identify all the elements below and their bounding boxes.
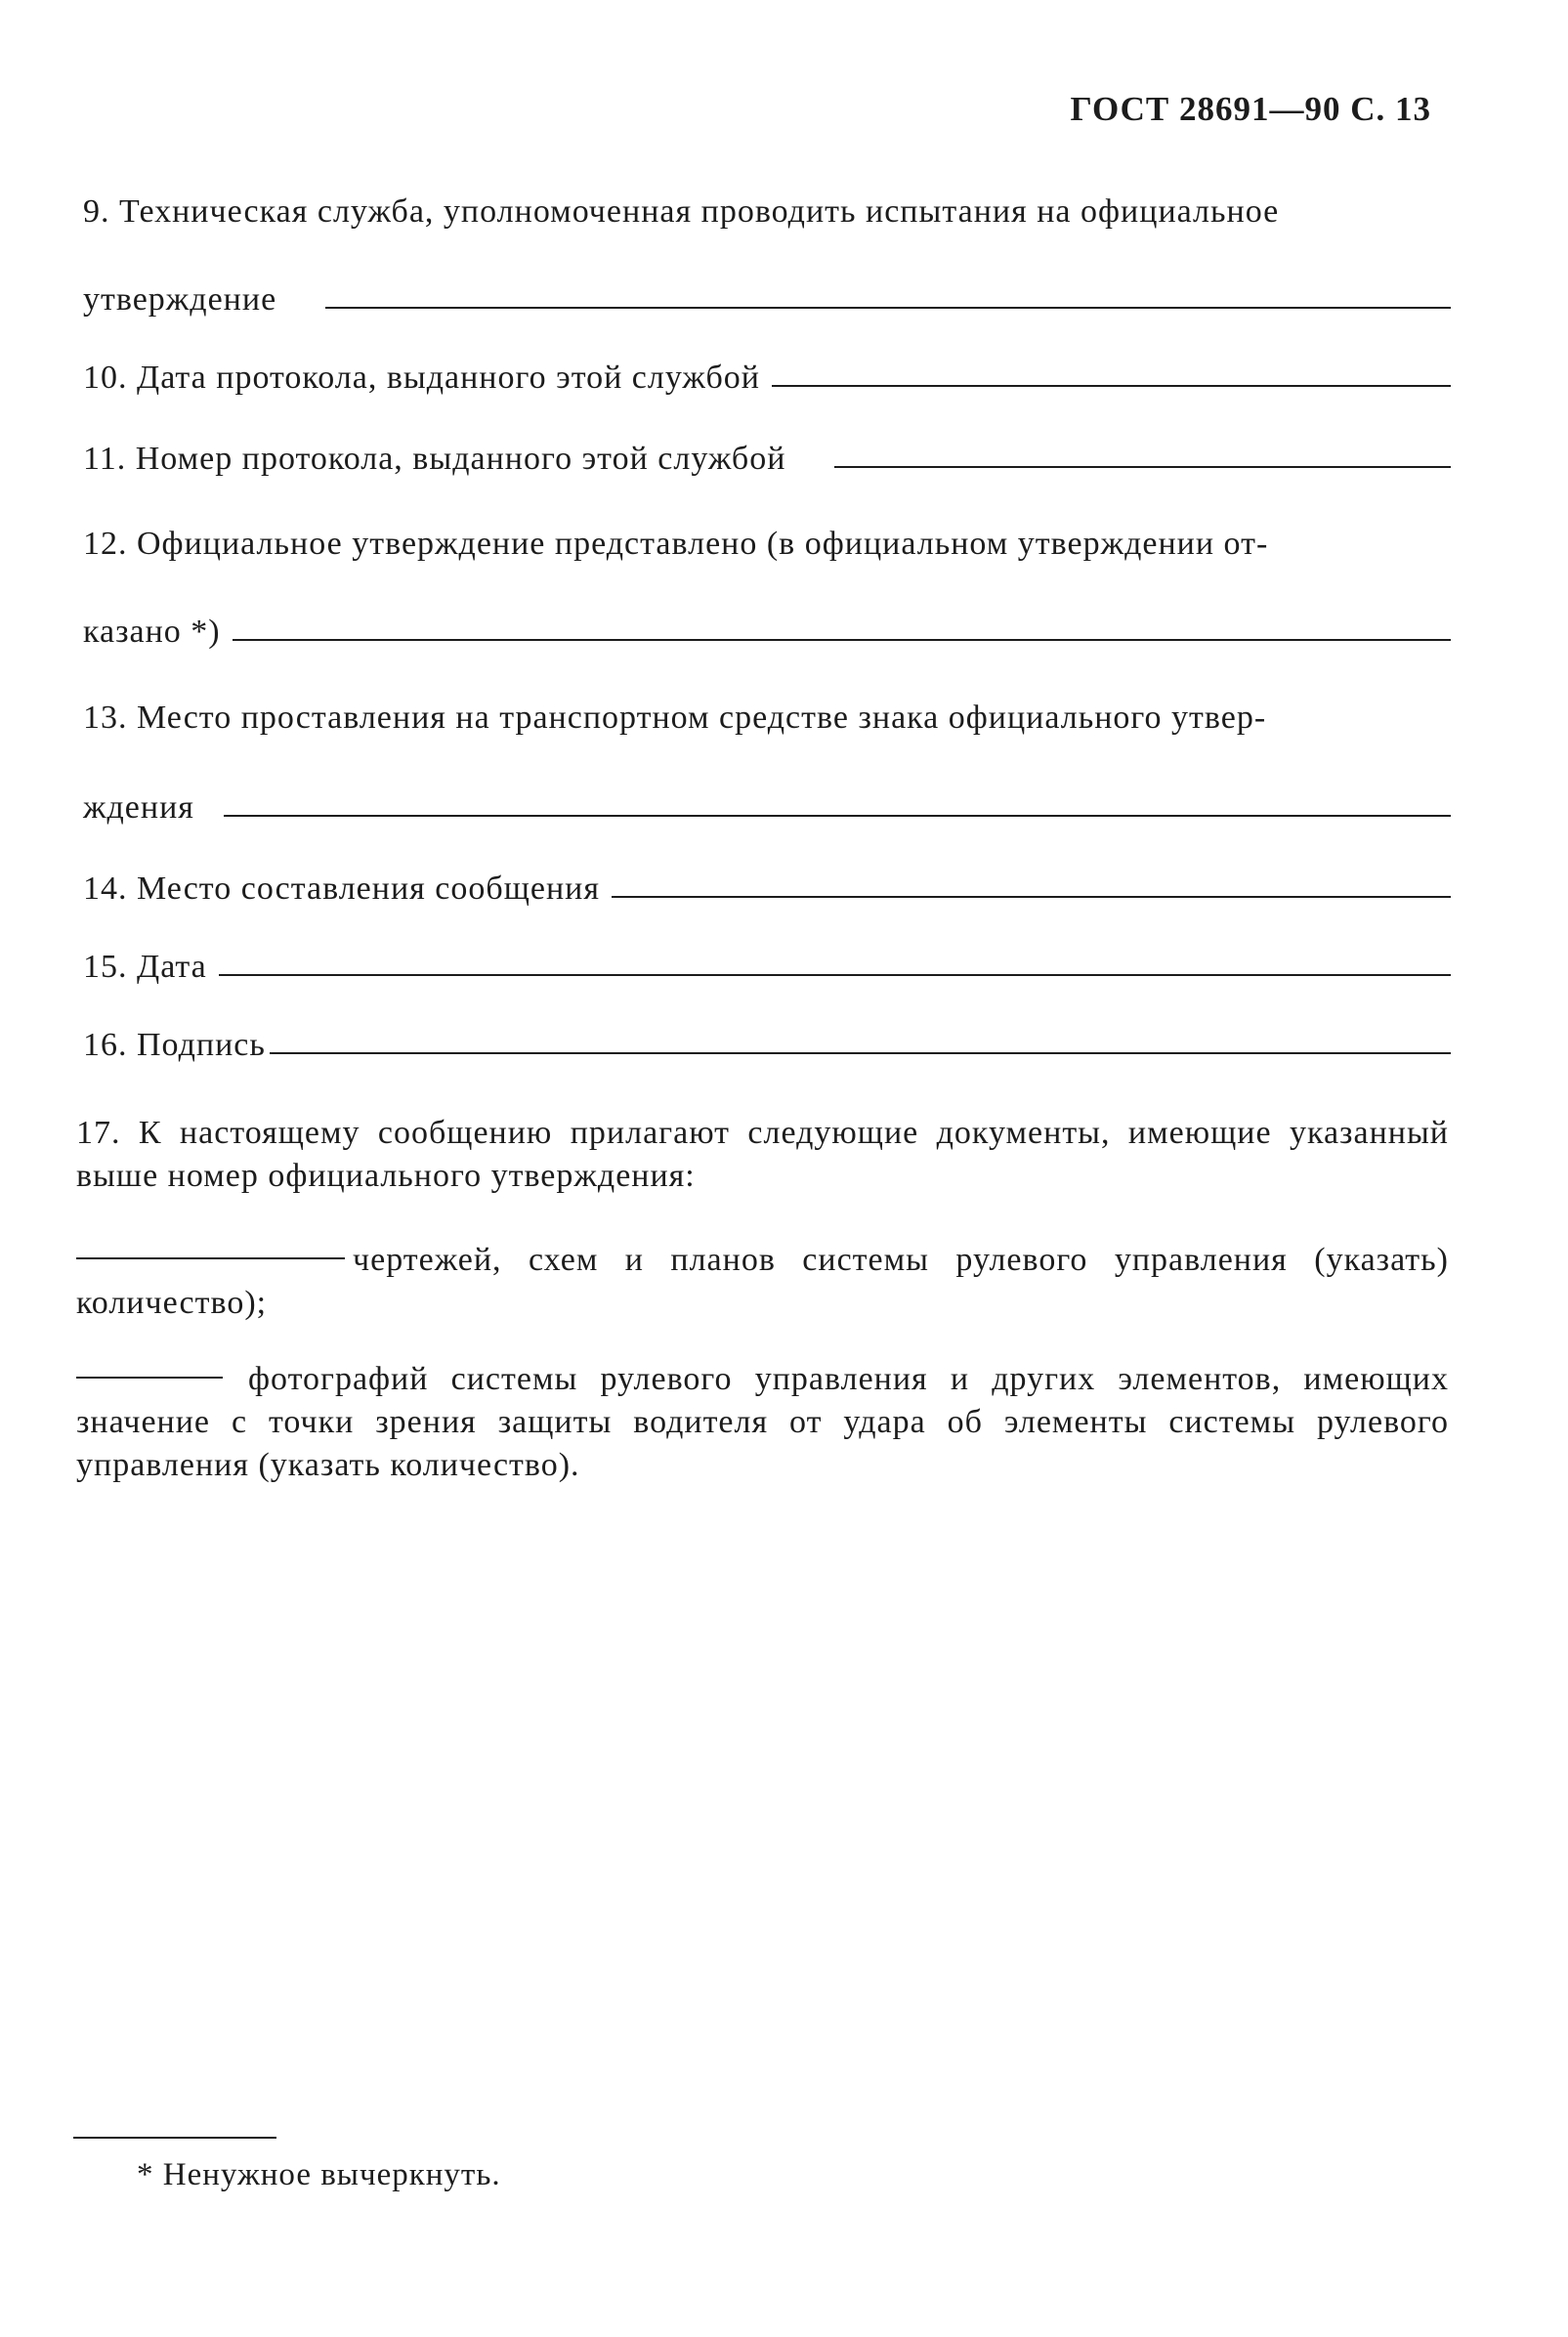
- field-12-label-cont: казано *): [83, 614, 221, 650]
- field-14-label: 14. Место составления сообщения: [83, 871, 600, 907]
- field-16: [83, 1019, 1451, 1064]
- field-13-heading: [83, 692, 1451, 737]
- field-10: [83, 352, 1451, 397]
- photos-text: фотографий системы рулевого управления и других элементов, имеющих значение с точки зрения защиты водителя от удара об элементы системы рулевого управления (указать количество).: [76, 1361, 1449, 1483]
- drawings-paragraph: [76, 1239, 1449, 1325]
- field-15-label: 15. Дата: [83, 949, 207, 985]
- page-header: ГОСТ 28691—90 С. 13: [1070, 90, 1431, 128]
- field-16-label: 16. Подпись: [83, 1027, 266, 1063]
- field-12-blank[interactable]: [233, 639, 1451, 641]
- field-10-label: 10. Дата протокола, выданного этой службой: [83, 360, 760, 396]
- field-11-label: 11. Номер протокола, выданного этой службой: [83, 441, 786, 477]
- field-14: [83, 863, 1451, 908]
- field-10-blank[interactable]: [772, 385, 1451, 387]
- field-12-continuation: [83, 606, 1451, 651]
- footnote-separator: [73, 2137, 276, 2139]
- field-9-heading: [83, 186, 1451, 231]
- item-17-paragraph: [76, 1112, 1449, 1198]
- field-16-blank[interactable]: [270, 1052, 1451, 1054]
- field-15: [83, 941, 1451, 986]
- field-12-heading: [83, 518, 1451, 563]
- field-9-label-cont: утверждение: [83, 281, 277, 318]
- photos-paragraph: [76, 1358, 1449, 1487]
- field-13-label-cont: ждения: [83, 789, 194, 826]
- field-14-blank[interactable]: [612, 896, 1451, 898]
- field-9-blank[interactable]: [325, 307, 1451, 309]
- field-11: [83, 433, 1451, 478]
- field-9-continuation: [83, 274, 1451, 319]
- field-15-blank[interactable]: [219, 974, 1451, 976]
- footnote: * Ненужное вычеркнуть.: [137, 2157, 501, 2192]
- item-17-text: 17. К настоящему сообщению прилагают следующие документы, имеющие указанный выше номер официального утверждения:: [76, 1115, 1449, 1194]
- field-9-label: 9. Техническая служба, уполномоченная проводить испытания на официальное: [83, 193, 1280, 230]
- field-13-continuation: [83, 782, 1451, 827]
- drawings-count-blank[interactable]: [76, 1257, 345, 1259]
- photos-count-blank[interactable]: [76, 1377, 223, 1379]
- field-11-blank[interactable]: [834, 466, 1451, 468]
- field-13-blank[interactable]: [224, 815, 1451, 817]
- field-12-label: 12. Официальное утверждение представлено (в официальном утверждении от-: [83, 526, 1269, 562]
- field-13-label: 13. Место проставления на транспортном средстве знака официального утвер-: [83, 700, 1267, 736]
- drawings-text: чертежей, схем и планов системы рулевого управления (указать) количество);: [76, 1242, 1449, 1321]
